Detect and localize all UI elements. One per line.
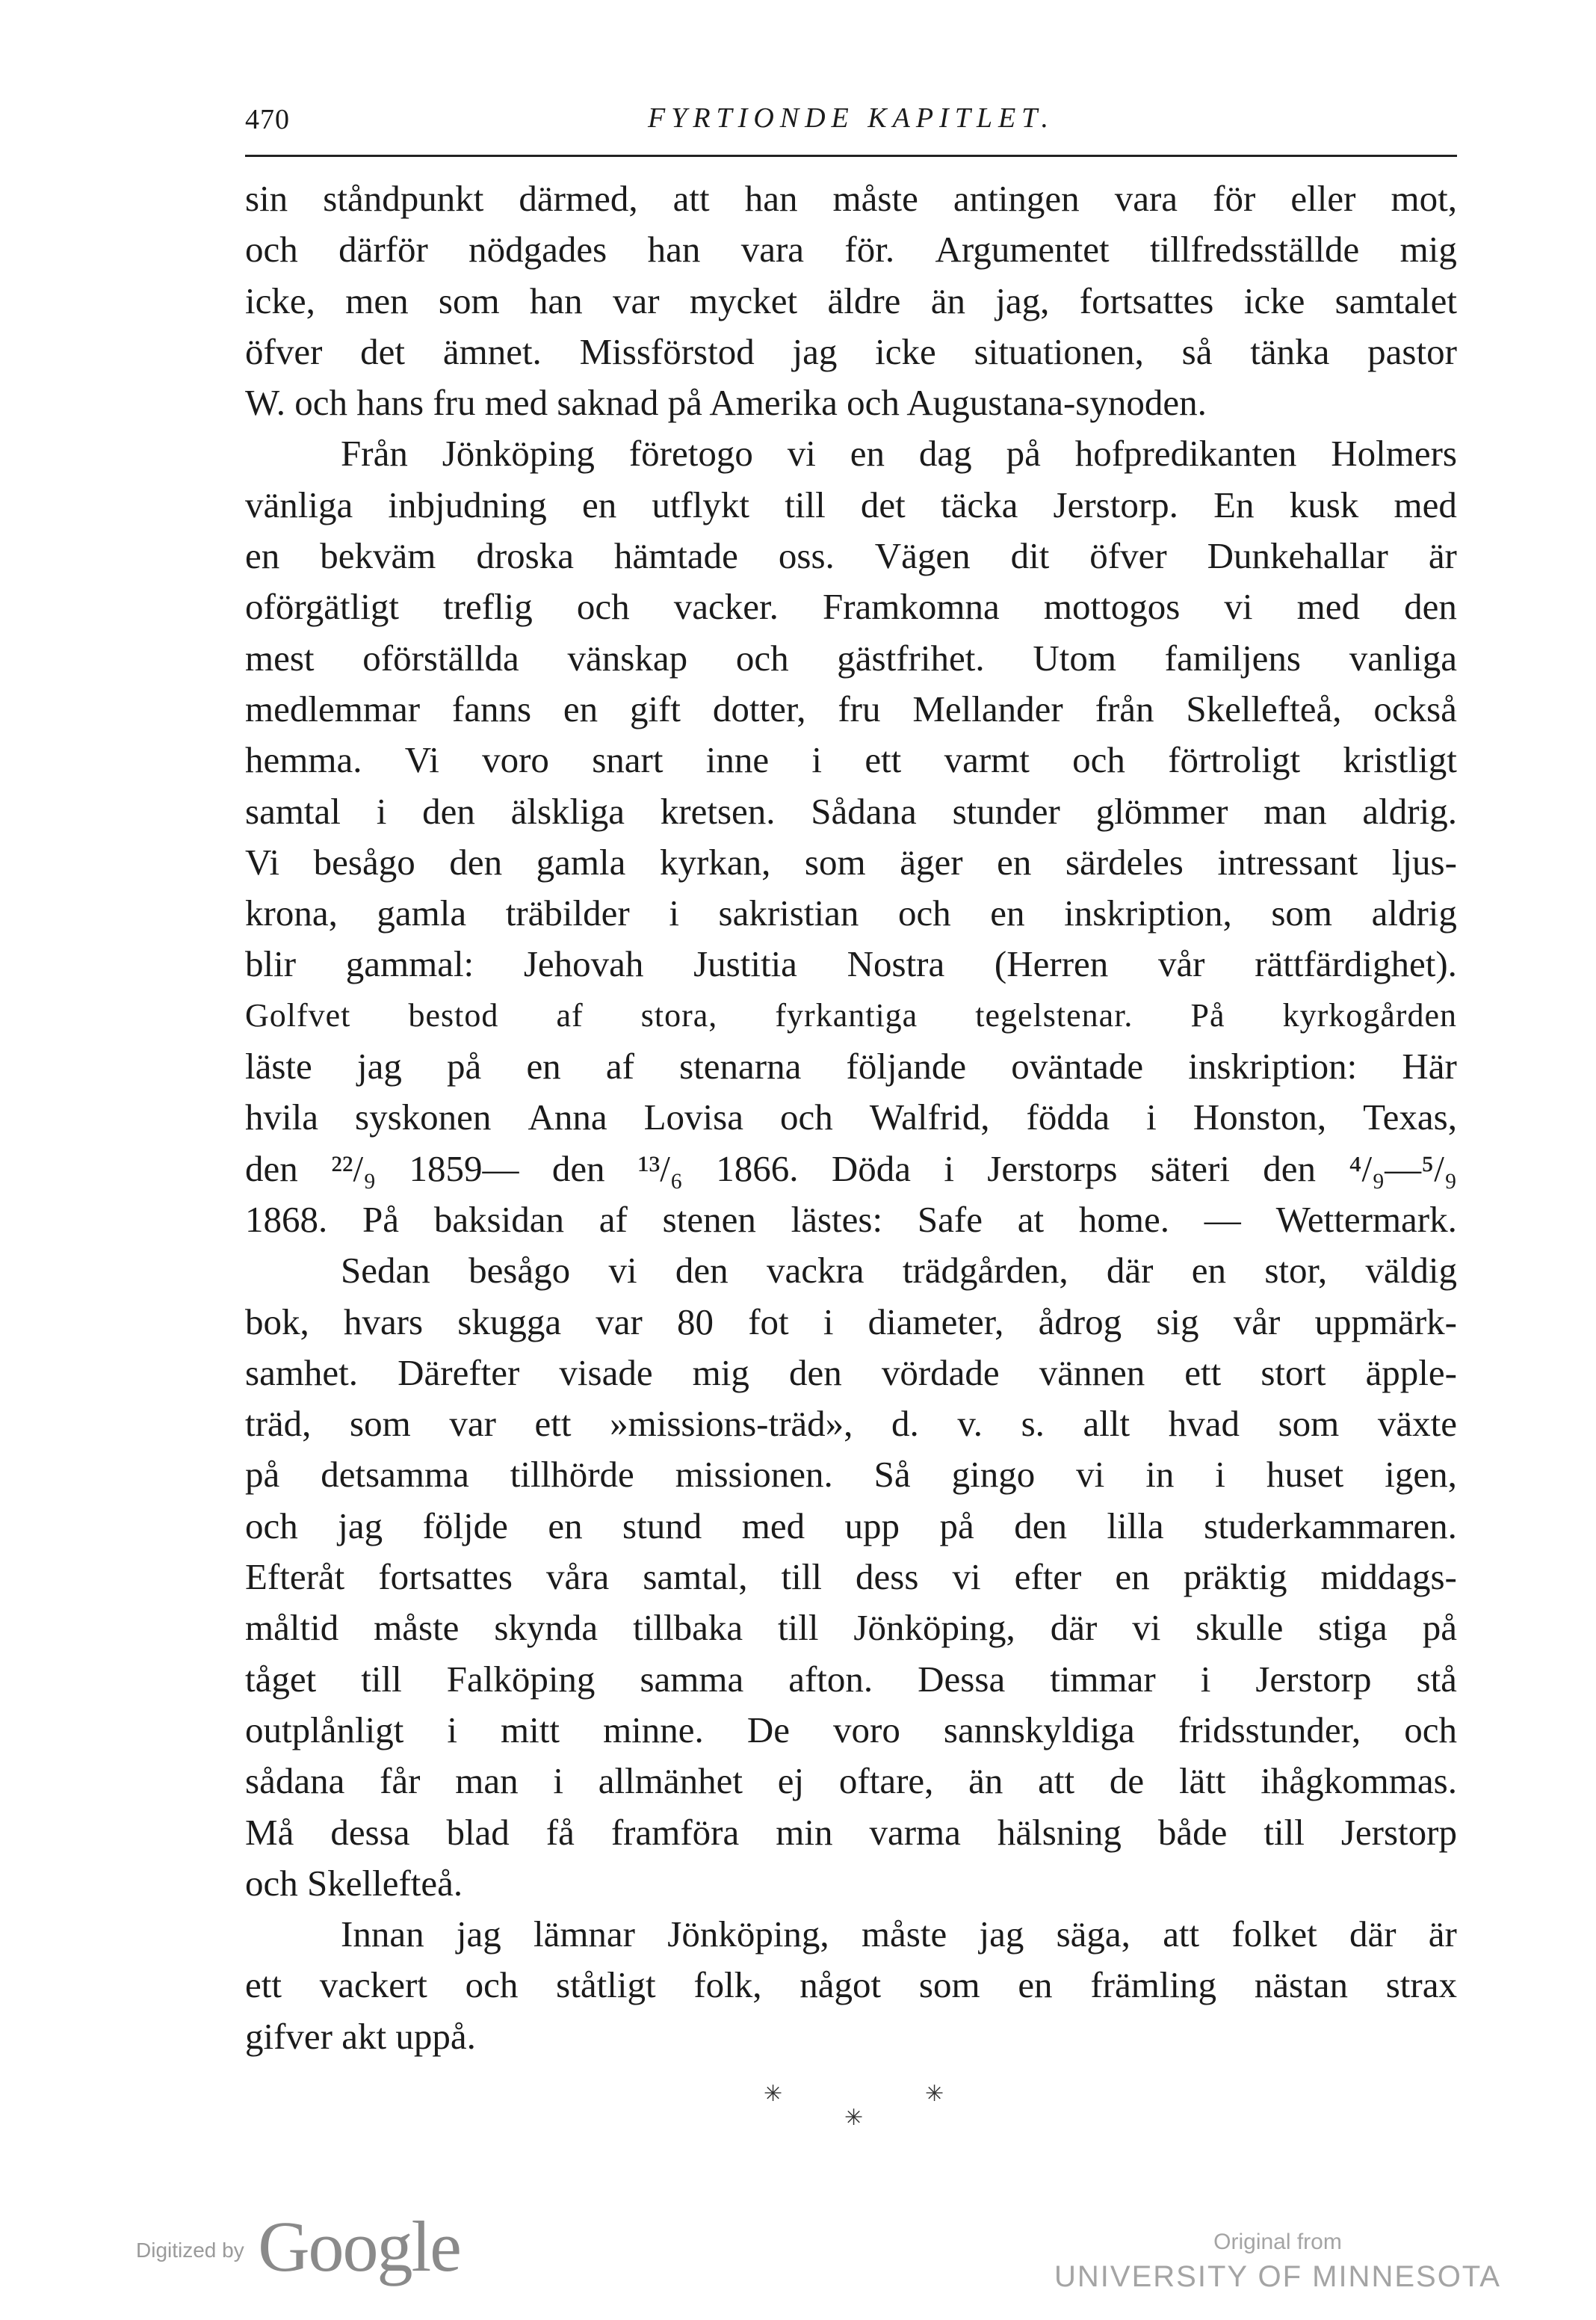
text-line: mest oförställda vänskap och gästfrihet. Utom familjens vanliga	[245, 637, 1457, 679]
text-line: sin ståndpunkt därmed, att han måste antingen vara för eller mot,	[245, 178, 1457, 219]
text-line: Innan jag lämnar Jönköping, måste jag säga, att folket där är	[341, 1913, 1457, 1955]
body-text	[245, 173, 1457, 2062]
header-rule	[245, 155, 1457, 157]
text-line: oförgätligt treflig och vacker. Framkomna mottogos vi med den	[245, 586, 1457, 628]
text-line: måltid måste skynda tillbaka till Jönköping, där vi skulle stiga på	[245, 1607, 1457, 1649]
text-line: samtal i den älskliga kretsen. Sådana stunder glömmer man aldrig.	[245, 790, 1457, 832]
section-ornament-star-bottom: ✳	[844, 2105, 864, 2130]
page-number: 470	[245, 104, 290, 135]
text-line: och därför nödgades han vara för. Argumentet tillfredsställde mig	[245, 229, 1457, 271]
text-line: hemma. Vi voro snart inne i ett varmt och förtroligt kristligt	[245, 739, 1457, 781]
text-line: medlemmar fanns en gift dotter, fru Mellander från Skellefteå, också	[245, 688, 1457, 729]
text-line: Golfvet bestod af stora, fyrkantiga tegelstenar. På kyrkogården	[245, 996, 1457, 1034]
text-line: en bekväm droska hämtade oss. Vägen dit öfver Dunkehallar är	[245, 535, 1457, 577]
text-line: blir gammal: Jehovah Justitia Nostra (Herren vår rättfärdighet).	[245, 943, 1457, 985]
text-line: outplånligt i mitt minne. De voro sannskyldiga fridsstunder, och	[245, 1709, 1457, 1750]
text-line: Sedan besågo vi den vackra trädgården, där en stor, väldig	[341, 1250, 1457, 1292]
text-line: läste jag på en af stenarna följande oväntade inskription: Här	[245, 1046, 1457, 1088]
text-line: icke, men som han var mycket äldre än jag, fortsattes icke samtalet	[245, 280, 1457, 321]
text-line: vänliga inbjudning en utflykt till det täcka Jerstorp. En kusk med	[245, 484, 1457, 525]
text-line: samhet. Därefter visade mig den vördade vännen ett stort äpple-	[245, 1351, 1457, 1393]
text-line: sådana får man i allmänhet ej oftare, än att de lätt ihågkommas.	[245, 1760, 1457, 1802]
section-ornament-star-left: ✳	[764, 2082, 783, 2106]
institution-name: UNIVERSITY OF MINNESOTA	[1054, 2260, 1501, 2293]
text-line: ett vackert och ståtligt folk, något som en främling nästan strax	[245, 1964, 1457, 2006]
google-watermark	[136, 2205, 460, 2288]
text-line: 1868. På baksidan af stenen lästes: Safe at home. — Wettermark.	[245, 1198, 1457, 1240]
text-line: Vi besågo den gamla kyrkan, som äger en särdeles intressant ljus-	[245, 841, 1457, 883]
text-line: Må dessa blad få framföra min varma hälsning både till Jerstorp	[245, 1811, 1457, 1853]
text-line: Efteråt fortsattes våra samtal, till dess vi efter en präktig middags-	[245, 1556, 1457, 1598]
text-line: bok, hvars skugga var 80 fot i diameter, ådrog sig vår uppmärk-	[245, 1301, 1457, 1342]
digitized-by-label: Digitized by	[136, 2239, 244, 2262]
section-ornament-star-right: ✳	[925, 2082, 944, 2106]
text-line: öfver det ämnet. Missförstod jag icke situationen, så tänka pastor	[245, 330, 1457, 372]
text-line: Från Jönköping företogo vi en dag på hofpredikanten Holmers	[341, 433, 1457, 475]
text-line: och Skellefteå.	[245, 1862, 463, 1904]
text-line: den ²²/₉ 1859— den ¹³/₆ 1866. Döda i Jerstorps säteri den ⁴/₉—⁵/₉	[245, 1147, 1457, 1189]
google-logo: Google	[258, 2206, 460, 2286]
page-header	[245, 99, 1457, 146]
text-line: gifver akt uppå.	[245, 2015, 476, 2057]
text-line: på detsamma tillhörde missionen. Så gingo vi in i huset igen,	[245, 1454, 1457, 1496]
running-head: FYRTIONDE KAPITLET.	[647, 102, 1054, 134]
library-watermark	[1054, 2227, 1502, 2296]
text-line: hvila syskonen Anna Lovisa och Walfrid, födda i Honston, Texas,	[245, 1096, 1457, 1138]
original-from-label: Original from	[1213, 2230, 1342, 2254]
text-line: träd, som var ett »missions-träd», d. v. s. allt hvad som växte	[245, 1403, 1457, 1445]
text-line: krona, gamla träbilder i sakristian och en inskription, som aldrig	[245, 892, 1457, 934]
text-line: tåget till Falköping samma afton. Dessa timmar i Jerstorp stå	[245, 1658, 1457, 1700]
text-line: och jag följde en stund med upp på den lilla studerkammaren.	[245, 1505, 1457, 1546]
text-line: W. och hans fru med saknad på Amerika och Augustana-synoden.	[245, 382, 1207, 424]
